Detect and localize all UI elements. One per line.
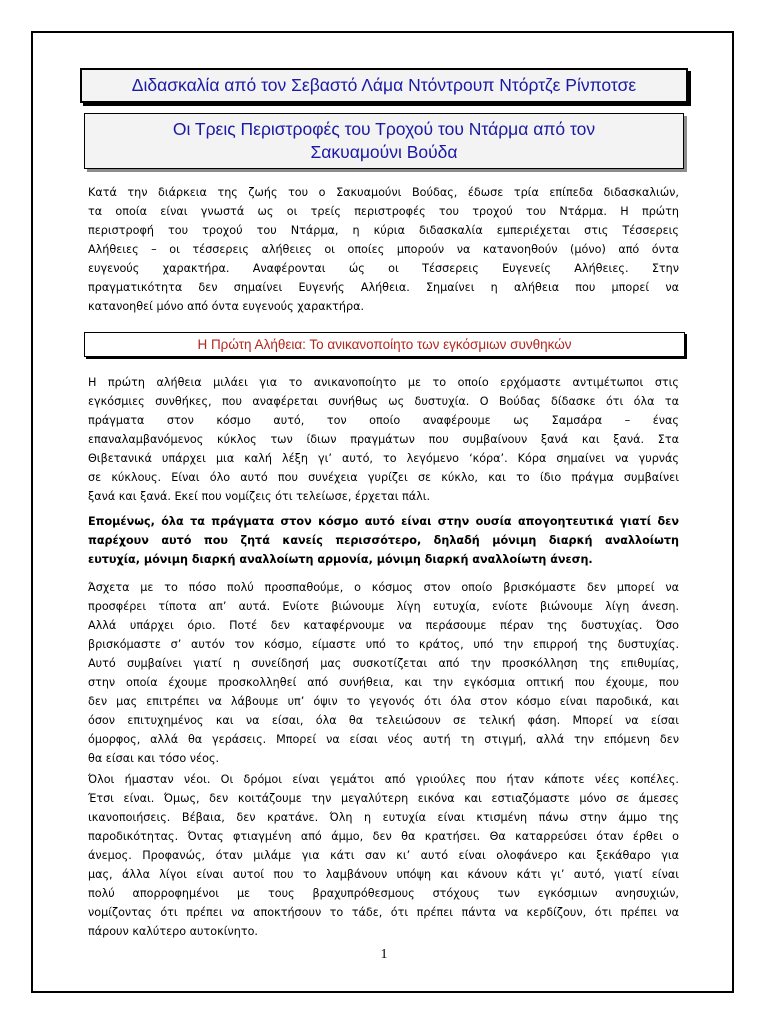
paragraph-line: παροδικότητας. Όντας φτιαγμένη από άμμο, δεν θα κρατήσει. Θα καταρρεύσει όταν έρθει ο [88, 830, 679, 843]
paragraph-line: ικανοποιήσεις. Βέβαια, δεν κρατάνε. Όλη η ευτυχία είναι κτισμένη πάνω στην άμμο της [88, 811, 679, 824]
document-subtitle-line: Οι Τρεις Περιστροφές του Τροχού του Ντάρμα από τον [172, 119, 596, 139]
paragraph-line: δεν μας επιτρέπει να λάβουμε υπ’ όψιν το γεγονός ότι όλα στον κόσμο είναι παροδικά, και [88, 695, 679, 708]
section-heading-box [84, 332, 685, 357]
paragraph-line: εγκόσμιες συνθήκες, που αναφέρεται συνήθως ως δυστυχία. Ο Βούδας δίδασκε ότι όλα τα [88, 395, 679, 408]
paragraph-line: Αυτό συμβαίνει γιατί η συνείδησή μας συσκοτίζεται από την προσκόλληση της επιθυμίας, [88, 657, 679, 670]
document-title-box [80, 68, 688, 103]
document-title: Διδασκαλία από τον Σεβαστό Λάμα Ντόντρουπ Ντόρτζε Ρίνποτσε [131, 75, 637, 95]
paragraph-line: Όλοι ήμασταν νέοι. Οι δρόμοι είναι γεμάτοι από γριούλες που ήταν κάποτε νέες κοπέλες. [88, 773, 679, 786]
paragraph-line: ευτυχία, μόνιμη διαρκή αναλλοίωτη αρμονία, μόνιμη διαρκή αναλλοίωτη άνεση. [88, 553, 593, 566]
paragraph-line: Αλλά υπάρχει όριο. Ποτέ δεν καταφέρνουμε να περάσουμε πέραν της δυστυχίας. Όσο [88, 619, 679, 632]
paragraph-line: περιστροφή του τροχού του Ντάρμα, η κύρια διδασκαλία εμπεριέχεται στις Τέσσερεις [88, 224, 679, 237]
paragraph-line: παρέχουν αυτό που ζητά κανείς περισσότερο, δηλαδή μόνιμη διαρκή αναλλοίωτη [88, 534, 679, 547]
paragraph-line: πάρουν καλύτερο αυτοκίνητο. [88, 925, 258, 938]
paragraph-line: πράγματα στον κόσμο αυτό, τον οποίο αναφέρουμε ως Σαμσάρα – ένας [88, 414, 679, 427]
page-number: 1 [380, 947, 388, 962]
paragraph-line: θα είσαι και τόσο νέος. [88, 752, 220, 765]
paragraph-line: προσφέρει τίποτα απ’ αυτά. Ενίοτε βιώνουμε λίγη ευτυχία, ενίοτε βιώνουμε λίγη άνεση. [88, 600, 679, 613]
paragraph-intro [88, 183, 679, 316]
paragraph-line: ξανά και ξανά. Εκεί που νομίζεις ότι τελείωσε, έρχεται πάλι. [88, 490, 431, 503]
paragraph-line: Θιβετανικά υπάρχει μια καλή λέξη γι’ αυτό, το λεγόμενο ‘κόρα’. Κόρα σημαίνει να γυρνάς [88, 452, 679, 465]
paragraph-line: Άσχετα με το πόσο πολύ προσπαθούμε, ο κόσμος στον οποίο βρισκόμαστε δεν μπορεί να [88, 581, 679, 594]
paragraph-impermanence [88, 578, 679, 768]
paragraph-line: νομίζοντας ότι πρέπει να αποκτήσουν το τάδε, ότι πρέπει πάντα να κερδίζουν, ότι πρέπει να [88, 906, 679, 919]
paragraph-line: όμορφος, αλλά θα γεράσεις. Μπορεί να είσαι νέος αυτή τη στιγμή, αλλά την επόμενη δεν [88, 733, 679, 746]
paragraph-line: στην οποία έχουμε προσκολληθεί από συνήθεια, και την εγκόσμια οπτική που έχουμε, που [88, 676, 679, 689]
paragraph-line: σε κύκλους. Είναι όλο αυτό που συνέχεια γυρίζει σε κύκλο, και το ίδιο πράγμα συμβαίνει [88, 471, 679, 484]
paragraph-line: Κατά την διάρκεια της ζωής του ο Σακυαμούνι Βούδας, έδωσε τρία επίπεδα διδασκαλιών, [88, 186, 679, 199]
paragraph-line: Έτσι είναι. Όμως, δεν κοιτάζουμε την μεγαλύτερη εικόνα και εστιαζόμαστε μόνο σε άμεσες [88, 792, 679, 805]
paragraph-youth [88, 770, 679, 941]
paragraph-first-truth [88, 373, 679, 506]
paragraph-line: κατανοηθεί μόνο από όντα ευγενούς χαρακτήρα. [88, 300, 365, 313]
paragraph-bold-summary [88, 512, 679, 569]
paragraph-line: επαναλαμβανόμενος κύκλος των ίδιων πραγμάτων που συμβαίνουν ξανά και ξανά. Στα [88, 433, 679, 446]
paragraph-line: μας, άλλα λίγοι είναι αυτοί που το λαμβάνουν υπόψη και κάνουν κάτι γι’ αυτό, γιατί είναι [88, 868, 679, 881]
section-heading: Η Πρώτη Αλήθεια: Το ανικανοποίητο των εγκόσμιων συνθηκών [197, 337, 572, 352]
document-subtitle-line: Σακυαμούνι Βούδα [310, 142, 458, 162]
paragraph-line: Αλήθειες – οι τέσσερεις αλήθειες οι οποίες μπορούν να κατανοηθούν (μόνο) από όντα [88, 243, 679, 256]
paragraph-line: πραγματικότητα δεν σημαίνει Ευγενής Αλήθεια. Σημαίνει η αλήθεια που μπορεί να [88, 281, 679, 294]
paragraph-line: τα οποία είναι γνωστά ως οι τρείς περιστροφές του τροχού του Ντάρμα. Η πρώτη [88, 205, 679, 218]
paragraph-line: όσον επιτυχημένος και να είσαι, όλα θα τελειώσουν σε τελική φάση. Μπορεί να είσαι [88, 714, 679, 727]
paragraph-line: Η πρώτη αλήθεια μιλάει για το ανικανοποίητο με το οποίο ερχόμαστε αντιμέτωποι στις [88, 376, 679, 389]
document-subtitle-box [84, 113, 684, 169]
paragraph-line: άνεμος. Προφανώς, όταν μιλάμε για κάτι σαν κι’ αυτό είναι ολοφάνερο και ξεκάθαρο για [88, 849, 679, 862]
paragraph-line: Επομένως, όλα τα πράγματα στον κόσμο αυτό είναι στην ουσία απογοητευτικά γιατί δεν [88, 515, 679, 528]
paragraph-line: πολύ απορροφημένοι με τους βραχυπρόθεσμους στόχους των εγκόσμιων ανησυχιών, [88, 887, 679, 900]
paragraph-line: ευγενούς χαρακτήρα. Αναφέρονται ώς οι Τέσσερεις Ευγενείς Αλήθειες. Στην [88, 262, 679, 275]
paragraph-line: βρισκόμαστε σ’ αυτόν τον κόσμο, είμαστε υπό το κράτος, υπό την επιρροή της δυστυχίας. [88, 638, 679, 651]
